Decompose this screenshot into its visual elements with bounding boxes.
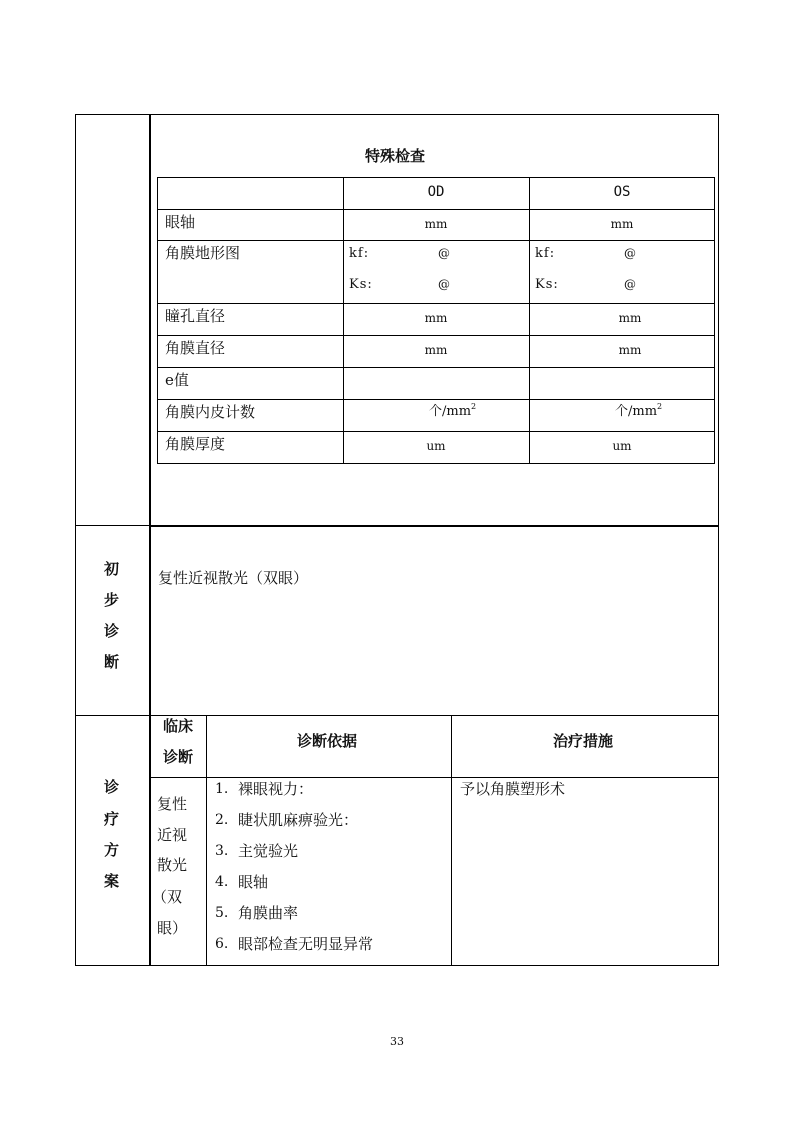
clinical-column-divider [206,715,207,966]
preliminary-label-char: 初 [104,560,120,578]
basis-item-num: 2. [215,812,229,828]
os-endothelial-unit-sup: 2 [657,402,663,411]
basis-item-num: 4. [215,874,229,890]
os-endothelial-unit [615,402,663,419]
od-endothelial-unit-text: 个/mm [429,404,472,419]
exam-table-border [157,303,715,304]
basis-item-text: 裸眼视力： [238,780,314,798]
preliminary-label-char: 步 [104,591,120,609]
basis-item-text: 眼部检查无明显异常 [238,935,374,953]
basis-column-divider [451,715,452,966]
exam-table-border [157,367,715,368]
outer-right-border [718,114,719,966]
treatment-label-char: 疗 [104,810,120,828]
row-label: 瞳孔直径 [165,307,226,325]
section-divider-exam-left [75,525,150,526]
clinical-line: 近视 [157,826,188,844]
clinical-line: 眼） [157,919,188,937]
outer-left-border [75,114,76,966]
os-value: mm [618,311,642,325]
preliminary-label-char: 诊 [104,622,120,640]
treatment-header-divider [149,777,719,778]
basis-item-text: 睫状肌麻痹验光： [238,811,359,829]
os-kf-at: @ [624,246,636,260]
column-header-os: OS [613,184,631,200]
exam-table-border [157,335,715,336]
od-value: mm [424,217,448,231]
od-value: mm [424,311,448,325]
basis-item-num: 5. [215,905,229,921]
row-label: 角膜地形图 [165,244,241,262]
label-column-divider [149,114,151,966]
header-clinical-line2: 诊断 [163,748,194,766]
exam-table-border [157,399,715,400]
basis-item-num: 6. [215,936,229,952]
exam-table-border [157,431,715,432]
basis-item-num: 3. [215,843,229,859]
section-divider-diagnosis [75,715,719,716]
row-label: 角膜厚度 [165,435,226,453]
measures-text: 予以角膜塑形术 [460,780,566,798]
basis-item-text: 角膜曲率 [238,904,299,922]
clinical-line: （双 [152,888,183,906]
exam-table-border [157,177,715,178]
od-kf-label: kf: [349,246,370,261]
row-label: 角膜直径 [165,339,226,357]
exam-table-border [157,177,158,464]
exam-table-border [157,463,715,464]
header-basis: 诊断依据 [297,732,358,750]
os-ks-label: Ks: [535,277,559,292]
os-value: um [612,439,632,453]
section-divider-exam [149,525,719,527]
exam-title: 特殊检查 [365,147,426,165]
od-kf-at: @ [438,246,450,260]
treatment-label-char: 方 [104,841,120,859]
od-value: um [426,439,446,453]
clinical-line: 散光 [157,856,188,874]
exam-table [157,177,715,464]
basis-item-text: 眼轴 [238,873,269,891]
outer-bottom-border [75,965,719,966]
page-number: 33 [390,1035,404,1048]
row-label: 眼轴 [165,213,196,231]
treatment-label-char: 案 [104,872,120,890]
preliminary-diagnosis-text: 复性近视散光（双眼） [158,569,309,587]
basis-item-num: 1. [215,781,229,797]
od-ks-label: Ks: [349,277,373,292]
exam-table-border [157,209,715,210]
exam-table-border [157,240,715,241]
column-header-od: OD [427,184,445,200]
os-ks-at: @ [624,277,636,291]
os-endothelial-unit-text: 个/mm [615,404,658,419]
basis-item-text: 主觉验光 [238,842,299,860]
od-endothelial-unit [429,402,477,419]
os-kf-label: kf: [535,246,556,261]
os-value: mm [618,343,642,357]
od-ks-at: @ [438,277,450,291]
header-measures: 治疗措施 [553,732,614,750]
od-endothelial-unit-sup: 2 [471,402,477,411]
row-label: 角膜内皮计数 [165,403,256,421]
os-value: mm [610,217,634,231]
preliminary-label-char: 断 [104,653,120,671]
outer-top-border [75,114,719,115]
od-value: mm [424,343,448,357]
header-clinical-line1: 临床 [163,717,194,735]
clinical-line: 复性 [157,795,188,813]
row-label: e值 [165,371,189,389]
treatment-label-char: 诊 [104,778,120,796]
